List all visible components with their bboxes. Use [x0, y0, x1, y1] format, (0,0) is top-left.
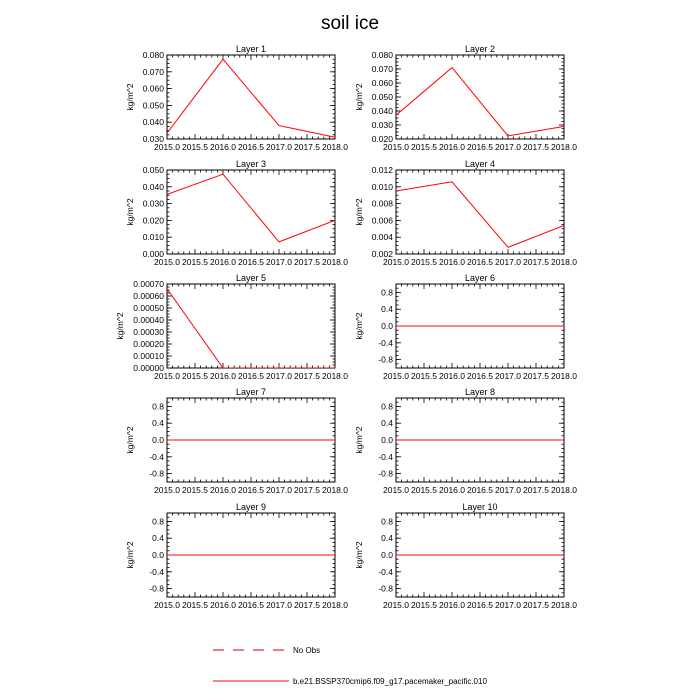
panel-layer-9 — [125, 502, 348, 610]
panel-layer-3 — [125, 159, 348, 267]
x-tick-label: 2015.0 — [154, 257, 180, 267]
panel-layer-4 — [354, 159, 577, 267]
y-tick-label: 0.00050 — [133, 303, 164, 313]
x-tick-label: 2018.0 — [551, 600, 577, 610]
x-tick-label: 2015.5 — [411, 142, 437, 152]
x-tick-label: 2017.5 — [294, 371, 320, 381]
y-tick-label: 0.4 — [381, 533, 393, 544]
panel-title: Layer 8 — [464, 387, 496, 397]
x-tick-label: 2017.0 — [266, 600, 292, 610]
panel-title: Layer 3 — [235, 159, 267, 169]
y-tick-label: 0.00070 — [133, 279, 164, 289]
y-tick-label: 0.002 — [371, 249, 393, 259]
y-tick-label: -0.8 — [149, 468, 164, 479]
x-tick-label: 2017.5 — [523, 371, 549, 381]
panel-layer-8 — [354, 387, 577, 495]
x-tick-label: 2018.0 — [551, 257, 577, 267]
y-tick-label: 0.8 — [381, 287, 393, 298]
x-tick-label: 2018.0 — [322, 600, 348, 610]
y-tick-label: 0.050 — [142, 165, 164, 175]
x-tick-label: 2015.0 — [383, 600, 409, 610]
x-tick-label: 2017.5 — [294, 257, 320, 267]
panel-title: Layer 9 — [235, 502, 267, 512]
y-tick-label: 0.000 — [142, 249, 164, 259]
x-tick-label: 2015.0 — [154, 142, 180, 152]
y-tick-label: 0.8 — [152, 516, 164, 527]
x-tick-label: 2015.0 — [383, 485, 409, 495]
y-tick-label: -0.8 — [378, 354, 393, 365]
x-tick-label: 2015.5 — [182, 371, 208, 381]
y-tick-label: 0.00030 — [133, 327, 164, 337]
x-tick-label: 2016.5 — [467, 485, 493, 495]
y-tick-label: -0.8 — [149, 583, 164, 594]
plot-frame — [396, 170, 564, 254]
series-line — [396, 182, 564, 248]
y-axis-label: kg/m^2 — [354, 198, 364, 226]
x-tick-label: 2017.5 — [294, 142, 320, 152]
y-tick-label: 0.060 — [371, 78, 393, 88]
panel-grid — [115, 44, 577, 610]
x-tick-label: 2017.0 — [495, 600, 521, 610]
y-tick-label: 0.004 — [371, 232, 393, 243]
y-axis-label: kg/m^2 — [354, 426, 364, 454]
legend — [213, 646, 487, 686]
y-tick-label: 0.020 — [371, 134, 393, 144]
x-tick-label: 2016.0 — [439, 257, 465, 267]
y-tick-label: 0.0 — [152, 435, 164, 445]
panel-layer-7 — [125, 387, 348, 495]
plot-frame — [167, 170, 335, 254]
panel-title: Layer 2 — [464, 44, 496, 54]
y-tick-label: 0.006 — [371, 215, 393, 226]
series-line — [167, 59, 335, 137]
y-tick-label: -0.4 — [378, 337, 393, 348]
y-tick-label: 0.00010 — [133, 351, 164, 361]
y-tick-label: -0.8 — [378, 468, 393, 479]
x-tick-label: 2015.5 — [182, 257, 208, 267]
x-tick-label: 2015.5 — [182, 600, 208, 610]
y-tick-label: 0.0 — [381, 321, 393, 331]
x-tick-label: 2018.0 — [322, 485, 348, 495]
legend-label-model-run: b.e21.BSSP370cmip6.f09_g17.pacemaker_pacific.010 — [293, 677, 487, 686]
plot-frame — [396, 55, 564, 139]
y-tick-label: 0.8 — [381, 516, 393, 527]
plot-frame — [167, 284, 335, 368]
panel-layer-6 — [354, 273, 577, 381]
x-tick-label: 2015.0 — [154, 485, 180, 495]
x-tick-label: 2017.0 — [266, 371, 292, 381]
x-tick-label: 2017.5 — [523, 257, 549, 267]
y-axis-label: kg/m^2 — [354, 83, 364, 111]
x-tick-label: 2016.0 — [439, 371, 465, 381]
x-tick-label: 2017.5 — [523, 600, 549, 610]
plot-frame — [167, 55, 335, 139]
y-tick-label: -0.4 — [149, 566, 164, 577]
x-tick-label: 2016.5 — [238, 485, 264, 495]
x-tick-label: 2016.5 — [238, 600, 264, 610]
y-tick-label: 0.080 — [371, 50, 393, 60]
x-tick-label: 2018.0 — [322, 142, 348, 152]
x-tick-label: 2015.5 — [411, 257, 437, 267]
legend-label-no-obs: No Obs — [293, 646, 321, 655]
y-tick-label: 0.00060 — [133, 291, 164, 301]
y-tick-label: 0.030 — [142, 198, 164, 209]
y-tick-label: 0.4 — [381, 304, 393, 315]
y-tick-label: 0.0 — [381, 550, 393, 560]
y-tick-label: 0.010 — [142, 232, 164, 243]
x-tick-label: 2016.0 — [210, 142, 236, 152]
x-tick-label: 2015.0 — [154, 371, 180, 381]
y-tick-label: 0.00040 — [133, 315, 164, 325]
y-tick-label: 0.030 — [371, 120, 393, 130]
x-tick-label: 2016.0 — [210, 485, 236, 495]
y-tick-label: 0.060 — [142, 83, 164, 94]
x-tick-label: 2018.0 — [551, 485, 577, 495]
x-tick-label: 2016.5 — [467, 371, 493, 381]
y-tick-label: 0.020 — [142, 215, 164, 226]
x-tick-label: 2018.0 — [322, 257, 348, 267]
y-tick-label: -0.4 — [149, 451, 164, 462]
x-tick-label: 2015.5 — [411, 485, 437, 495]
y-tick-label: 0.080 — [142, 50, 164, 60]
figure-title: soil ice — [320, 13, 380, 34]
y-axis-label: kg/m^2 — [125, 198, 135, 226]
y-axis-label: kg/m^2 — [125, 541, 135, 569]
y-tick-label: 0.0 — [152, 550, 164, 560]
x-tick-label: 2015.5 — [182, 142, 208, 152]
x-tick-label: 2015.0 — [383, 142, 409, 152]
x-tick-label: 2016.0 — [210, 371, 236, 381]
panel-layer-5 — [115, 273, 348, 381]
y-tick-label: 0.8 — [152, 401, 164, 412]
x-tick-label: 2015.5 — [182, 485, 208, 495]
y-tick-label: 0.040 — [371, 106, 393, 116]
y-tick-label: -0.8 — [378, 583, 393, 594]
x-tick-label: 2016.0 — [210, 600, 236, 610]
y-axis-label: kg/m^2 — [354, 541, 364, 569]
x-tick-label: 2018.0 — [551, 142, 577, 152]
y-tick-label: 0.040 — [142, 181, 164, 192]
panel-layer-10 — [354, 502, 577, 610]
panel-title: Layer 5 — [235, 273, 267, 283]
y-tick-label: 0.012 — [371, 165, 393, 175]
x-tick-label: 2016.0 — [439, 485, 465, 495]
panel-title: Layer 1 — [235, 44, 267, 54]
series-line — [167, 289, 335, 368]
series-line — [396, 68, 564, 136]
y-tick-label: 0.070 — [371, 64, 393, 74]
x-tick-label: 2016.5 — [238, 371, 264, 381]
y-tick-label: 0.070 — [142, 66, 164, 77]
y-axis-label: kg/m^2 — [125, 426, 135, 454]
y-tick-label: 0.008 — [371, 198, 393, 209]
x-tick-label: 2017.0 — [266, 485, 292, 495]
y-tick-label: 0.050 — [371, 92, 393, 102]
y-axis-label: kg/m^2 — [115, 312, 125, 340]
x-tick-label: 2016.0 — [439, 142, 465, 152]
y-tick-label: 0.050 — [142, 100, 164, 111]
panel-title: Layer 7 — [235, 387, 267, 397]
x-tick-label: 2016.5 — [467, 600, 493, 610]
panel-title: Layer 10 — [462, 502, 498, 512]
x-tick-label: 2017.5 — [523, 485, 549, 495]
y-tick-label: 0.4 — [381, 418, 393, 429]
x-tick-label: 2016.0 — [210, 257, 236, 267]
panel-title: Layer 4 — [464, 159, 496, 169]
x-tick-label: 2017.5 — [523, 142, 549, 152]
y-tick-label: 0.040 — [142, 117, 164, 128]
y-tick-label: 0.4 — [152, 533, 164, 544]
y-axis-label: kg/m^2 — [354, 312, 364, 340]
x-tick-label: 2016.5 — [238, 257, 264, 267]
x-tick-label: 2017.5 — [294, 600, 320, 610]
x-tick-label: 2017.0 — [495, 257, 521, 267]
y-tick-label: 0.8 — [381, 401, 393, 412]
y-tick-label: -0.4 — [378, 566, 393, 577]
x-tick-label: 2017.0 — [495, 485, 521, 495]
x-tick-label: 2015.0 — [383, 371, 409, 381]
x-tick-label: 2017.5 — [294, 485, 320, 495]
x-tick-label: 2016.0 — [439, 600, 465, 610]
y-tick-label: 0.4 — [152, 418, 164, 429]
x-tick-label: 2015.0 — [383, 257, 409, 267]
x-tick-label: 2016.5 — [238, 142, 264, 152]
x-tick-label: 2016.5 — [467, 257, 493, 267]
y-axis-label: kg/m^2 — [125, 83, 135, 111]
x-tick-label: 2017.0 — [495, 142, 521, 152]
y-tick-label: 0.030 — [142, 134, 164, 144]
x-tick-label: 2018.0 — [551, 371, 577, 381]
panel-layer-1 — [125, 44, 348, 152]
y-tick-label: 0.00000 — [133, 363, 164, 373]
x-tick-label: 2015.5 — [411, 371, 437, 381]
x-tick-label: 2015.0 — [154, 600, 180, 610]
panel-title: Layer 6 — [464, 273, 496, 283]
x-tick-label: 2015.5 — [411, 600, 437, 610]
series-line — [167, 174, 335, 242]
x-tick-label: 2016.5 — [467, 142, 493, 152]
y-tick-label: 0.0 — [381, 435, 393, 445]
x-tick-label: 2017.0 — [266, 257, 292, 267]
y-tick-label: 0.010 — [371, 181, 393, 192]
x-tick-label: 2018.0 — [322, 371, 348, 381]
y-tick-label: -0.4 — [378, 451, 393, 462]
x-tick-label: 2017.0 — [495, 371, 521, 381]
x-tick-label: 2017.0 — [266, 142, 292, 152]
panel-layer-2 — [354, 44, 577, 152]
y-tick-label: 0.00020 — [133, 339, 164, 349]
